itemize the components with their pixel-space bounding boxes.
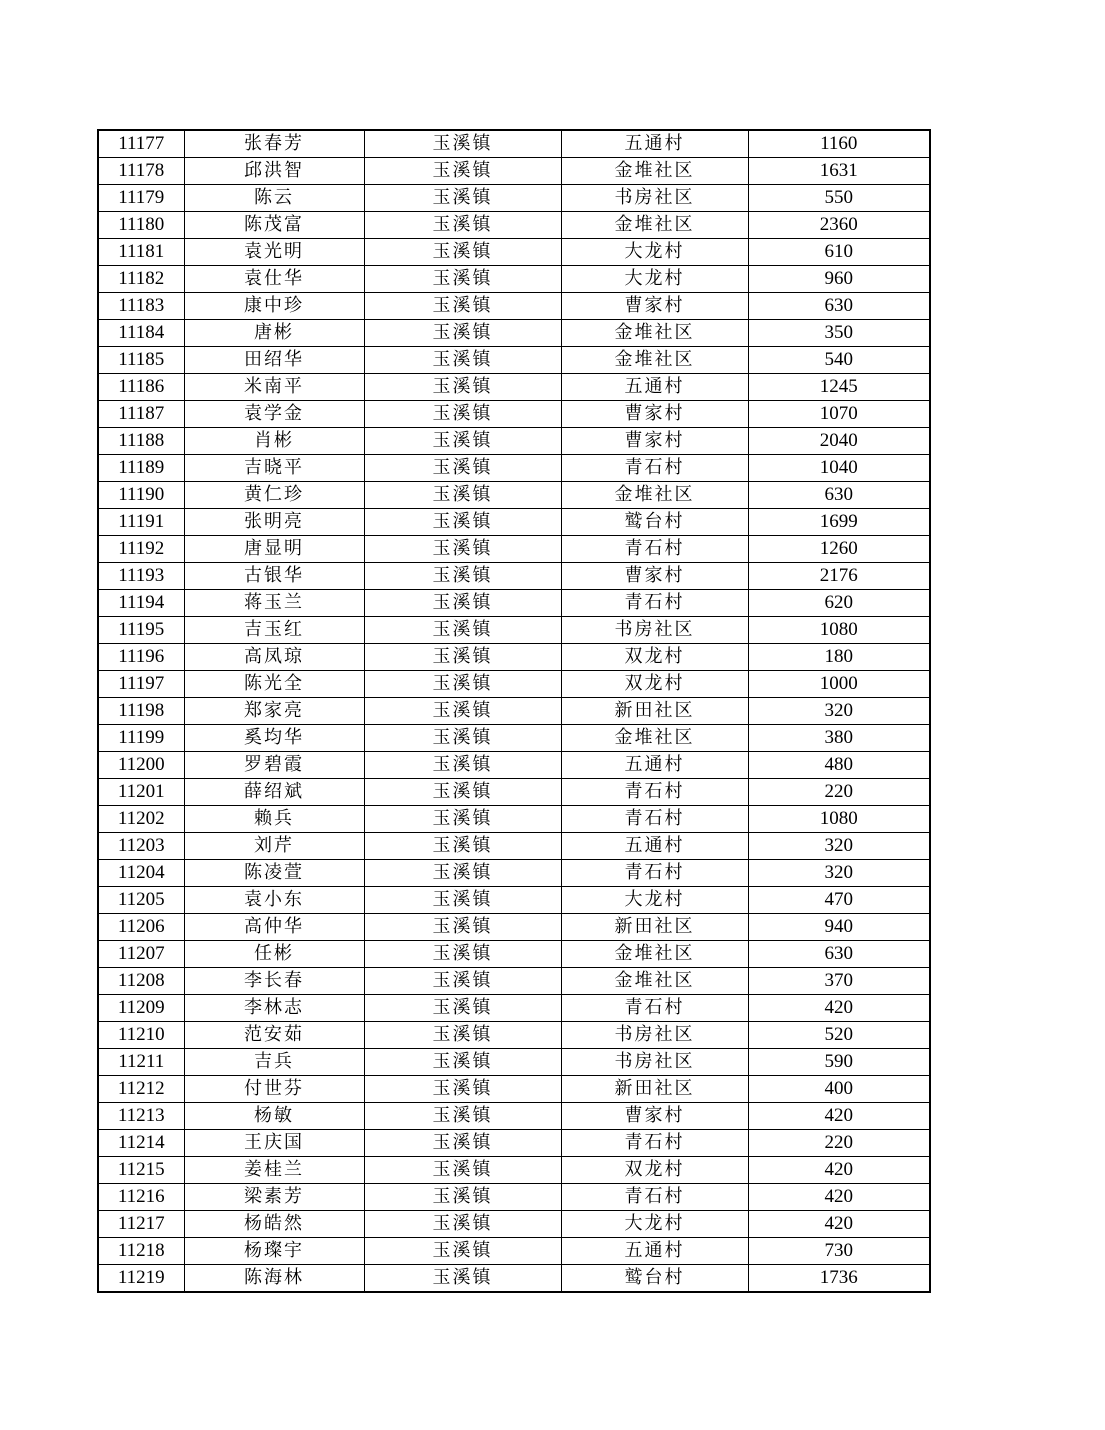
row-id-cell: 11214: [98, 1130, 184, 1157]
name-cell: 袁仕华: [184, 266, 364, 293]
town-cell: 玉溪镇: [364, 1103, 561, 1130]
village-cell: 青石村: [561, 590, 748, 617]
village-cell: 金堆社区: [561, 158, 748, 185]
amount-cell: 1080: [748, 617, 930, 644]
table-row: [98, 860, 930, 887]
name-cell: 陈云: [184, 185, 364, 212]
village-cell: 书房社区: [561, 1022, 748, 1049]
village-cell: 五通村: [561, 833, 748, 860]
name-cell: 米南平: [184, 374, 364, 401]
amount-cell: 1260: [748, 536, 930, 563]
amount-cell: 2040: [748, 428, 930, 455]
town-cell: 玉溪镇: [364, 1265, 561, 1293]
village-cell: 青石村: [561, 1130, 748, 1157]
village-cell: 大龙村: [561, 1211, 748, 1238]
village-cell: 新田社区: [561, 914, 748, 941]
table-row: [98, 1049, 930, 1076]
name-cell: 范安茹: [184, 1022, 364, 1049]
table-row: [98, 130, 930, 158]
town-cell: 玉溪镇: [364, 428, 561, 455]
village-cell: 五通村: [561, 752, 748, 779]
village-cell: 金堆社区: [561, 482, 748, 509]
amount-cell: 420: [748, 1184, 930, 1211]
table-row: [98, 374, 930, 401]
table-row: [98, 1157, 930, 1184]
amount-cell: 620: [748, 590, 930, 617]
table-row: [98, 779, 930, 806]
row-id-cell: 11200: [98, 752, 184, 779]
name-cell: 吉玉红: [184, 617, 364, 644]
name-cell: 古银华: [184, 563, 364, 590]
village-cell: 曹家村: [561, 1103, 748, 1130]
amount-cell: 1000: [748, 671, 930, 698]
village-cell: 青石村: [561, 1184, 748, 1211]
name-cell: 高仲华: [184, 914, 364, 941]
amount-cell: 350: [748, 320, 930, 347]
town-cell: 玉溪镇: [364, 158, 561, 185]
town-cell: 玉溪镇: [364, 806, 561, 833]
name-cell: 袁小东: [184, 887, 364, 914]
row-id-cell: 11194: [98, 590, 184, 617]
town-cell: 玉溪镇: [364, 347, 561, 374]
town-cell: 玉溪镇: [364, 482, 561, 509]
amount-cell: 2360: [748, 212, 930, 239]
table-row: [98, 563, 930, 590]
amount-cell: 730: [748, 1238, 930, 1265]
amount-cell: 470: [748, 887, 930, 914]
amount-cell: 220: [748, 779, 930, 806]
amount-cell: 420: [748, 995, 930, 1022]
village-cell: 五通村: [561, 374, 748, 401]
row-id-cell: 11206: [98, 914, 184, 941]
amount-cell: 1040: [748, 455, 930, 482]
town-cell: 玉溪镇: [364, 887, 561, 914]
amount-cell: 400: [748, 1076, 930, 1103]
amount-cell: 1160: [748, 130, 930, 158]
row-id-cell: 11203: [98, 833, 184, 860]
table-row: [98, 1022, 930, 1049]
name-cell: 唐显明: [184, 536, 364, 563]
village-cell: 五通村: [561, 1238, 748, 1265]
amount-cell: 1080: [748, 806, 930, 833]
town-cell: 玉溪镇: [364, 671, 561, 698]
amount-cell: 320: [748, 833, 930, 860]
row-id-cell: 11188: [98, 428, 184, 455]
name-cell: 袁学金: [184, 401, 364, 428]
village-cell: 大龙村: [561, 266, 748, 293]
town-cell: 玉溪镇: [364, 860, 561, 887]
table-row: [98, 1211, 930, 1238]
amount-cell: 420: [748, 1157, 930, 1184]
town-cell: 玉溪镇: [364, 752, 561, 779]
amount-cell: 1699: [748, 509, 930, 536]
name-cell: 吉兵: [184, 1049, 364, 1076]
amount-cell: 590: [748, 1049, 930, 1076]
town-cell: 玉溪镇: [364, 1238, 561, 1265]
town-cell: 玉溪镇: [364, 617, 561, 644]
table-row: [98, 806, 930, 833]
row-id-cell: 11184: [98, 320, 184, 347]
village-cell: 新田社区: [561, 1076, 748, 1103]
village-cell: 青石村: [561, 860, 748, 887]
amount-cell: 630: [748, 293, 930, 320]
amount-cell: 1245: [748, 374, 930, 401]
row-id-cell: 11179: [98, 185, 184, 212]
village-cell: 书房社区: [561, 1049, 748, 1076]
village-cell: 金堆社区: [561, 725, 748, 752]
row-id-cell: 11210: [98, 1022, 184, 1049]
row-id-cell: 11191: [98, 509, 184, 536]
row-id-cell: 11195: [98, 617, 184, 644]
table-row: [98, 266, 930, 293]
row-id-cell: 11215: [98, 1157, 184, 1184]
row-id-cell: 11190: [98, 482, 184, 509]
row-id-cell: 11204: [98, 860, 184, 887]
name-cell: 任彬: [184, 941, 364, 968]
name-cell: 陈茂富: [184, 212, 364, 239]
amount-cell: 220: [748, 1130, 930, 1157]
table-row: [98, 725, 930, 752]
village-cell: 大龙村: [561, 239, 748, 266]
name-cell: 杨皓然: [184, 1211, 364, 1238]
town-cell: 玉溪镇: [364, 590, 561, 617]
row-id-cell: 11185: [98, 347, 184, 374]
name-cell: 李长春: [184, 968, 364, 995]
row-id-cell: 11201: [98, 779, 184, 806]
town-cell: 玉溪镇: [364, 509, 561, 536]
amount-cell: 1736: [748, 1265, 930, 1293]
table-row: [98, 995, 930, 1022]
name-cell: 高凤琼: [184, 644, 364, 671]
row-id-cell: 11199: [98, 725, 184, 752]
row-id-cell: 11192: [98, 536, 184, 563]
row-id-cell: 11218: [98, 1238, 184, 1265]
row-id-cell: 11219: [98, 1265, 184, 1293]
name-cell: 薛绍斌: [184, 779, 364, 806]
name-cell: 张明亮: [184, 509, 364, 536]
amount-cell: 630: [748, 941, 930, 968]
table-row: [98, 590, 930, 617]
amount-cell: 380: [748, 725, 930, 752]
name-cell: 邱洪智: [184, 158, 364, 185]
table-row: [98, 1076, 930, 1103]
village-cell: 金堆社区: [561, 347, 748, 374]
row-id-cell: 11177: [98, 130, 184, 158]
table-row: [98, 1265, 930, 1293]
town-cell: 玉溪镇: [364, 239, 561, 266]
town-cell: 玉溪镇: [364, 293, 561, 320]
name-cell: 吉晓平: [184, 455, 364, 482]
village-cell: 大龙村: [561, 887, 748, 914]
amount-cell: 320: [748, 860, 930, 887]
amount-cell: 610: [748, 239, 930, 266]
town-cell: 玉溪镇: [364, 320, 561, 347]
village-cell: 青石村: [561, 995, 748, 1022]
town-cell: 玉溪镇: [364, 1022, 561, 1049]
amount-cell: 960: [748, 266, 930, 293]
village-cell: 双龙村: [561, 1157, 748, 1184]
name-cell: 蒋玉兰: [184, 590, 364, 617]
row-id-cell: 11198: [98, 698, 184, 725]
row-id-cell: 11183: [98, 293, 184, 320]
table-row: [98, 293, 930, 320]
village-cell: 曹家村: [561, 563, 748, 590]
row-id-cell: 11197: [98, 671, 184, 698]
amount-cell: 180: [748, 644, 930, 671]
village-cell: 曹家村: [561, 293, 748, 320]
town-cell: 玉溪镇: [364, 401, 561, 428]
amount-cell: 480: [748, 752, 930, 779]
name-cell: 唐彬: [184, 320, 364, 347]
amount-cell: 2176: [748, 563, 930, 590]
town-cell: 玉溪镇: [364, 1184, 561, 1211]
row-id-cell: 11212: [98, 1076, 184, 1103]
table-row: [98, 536, 930, 563]
amount-cell: 630: [748, 482, 930, 509]
town-cell: 玉溪镇: [364, 266, 561, 293]
table-row: [98, 455, 930, 482]
name-cell: 刘芹: [184, 833, 364, 860]
table-row: [98, 887, 930, 914]
name-cell: 梁素芳: [184, 1184, 364, 1211]
row-id-cell: 11193: [98, 563, 184, 590]
town-cell: 玉溪镇: [364, 1049, 561, 1076]
row-id-cell: 11182: [98, 266, 184, 293]
town-cell: 玉溪镇: [364, 1157, 561, 1184]
amount-cell: 420: [748, 1211, 930, 1238]
town-cell: 玉溪镇: [364, 995, 561, 1022]
table-body: [98, 130, 930, 1292]
village-cell: 双龙村: [561, 644, 748, 671]
row-id-cell: 11196: [98, 644, 184, 671]
row-id-cell: 11181: [98, 239, 184, 266]
name-cell: 奚均华: [184, 725, 364, 752]
row-id-cell: 11180: [98, 212, 184, 239]
name-cell: 杨敏: [184, 1103, 364, 1130]
amount-cell: 520: [748, 1022, 930, 1049]
table-row: [98, 617, 930, 644]
table-row: [98, 509, 930, 536]
name-cell: 杨璨宇: [184, 1238, 364, 1265]
row-id-cell: 11208: [98, 968, 184, 995]
table-row: [98, 833, 930, 860]
amount-cell: 1631: [748, 158, 930, 185]
row-id-cell: 11187: [98, 401, 184, 428]
name-cell: 康中珍: [184, 293, 364, 320]
table-row: [98, 428, 930, 455]
table-row: [98, 320, 930, 347]
town-cell: 玉溪镇: [364, 1130, 561, 1157]
table-row: [98, 752, 930, 779]
name-cell: 赖兵: [184, 806, 364, 833]
amount-cell: 940: [748, 914, 930, 941]
row-id-cell: 11178: [98, 158, 184, 185]
name-cell: 黄仁珍: [184, 482, 364, 509]
row-id-cell: 11186: [98, 374, 184, 401]
village-cell: 鹫台村: [561, 509, 748, 536]
row-id-cell: 11205: [98, 887, 184, 914]
village-cell: 金堆社区: [561, 212, 748, 239]
town-cell: 玉溪镇: [364, 212, 561, 239]
town-cell: 玉溪镇: [364, 725, 561, 752]
amount-cell: 550: [748, 185, 930, 212]
name-cell: 郑家亮: [184, 698, 364, 725]
name-cell: 张春芳: [184, 130, 364, 158]
table-row: [98, 941, 930, 968]
amount-cell: 320: [748, 698, 930, 725]
town-cell: 玉溪镇: [364, 536, 561, 563]
row-id-cell: 11213: [98, 1103, 184, 1130]
row-id-cell: 11216: [98, 1184, 184, 1211]
village-cell: 青石村: [561, 806, 748, 833]
data-table: [97, 129, 931, 1293]
name-cell: 付世芬: [184, 1076, 364, 1103]
table-row: [98, 1238, 930, 1265]
table-row: [98, 644, 930, 671]
table-row: [98, 347, 930, 374]
row-id-cell: 11202: [98, 806, 184, 833]
name-cell: 袁光明: [184, 239, 364, 266]
town-cell: 玉溪镇: [364, 914, 561, 941]
village-cell: 金堆社区: [561, 320, 748, 347]
name-cell: 陈凌萱: [184, 860, 364, 887]
village-cell: 五通村: [561, 130, 748, 158]
town-cell: 玉溪镇: [364, 563, 561, 590]
village-cell: 双龙村: [561, 671, 748, 698]
row-id-cell: 11217: [98, 1211, 184, 1238]
row-id-cell: 11209: [98, 995, 184, 1022]
table-row: [98, 671, 930, 698]
table-row: [98, 1103, 930, 1130]
table-row: [98, 482, 930, 509]
name-cell: 李林志: [184, 995, 364, 1022]
table-row: [98, 212, 930, 239]
town-cell: 玉溪镇: [364, 374, 561, 401]
village-cell: 金堆社区: [561, 968, 748, 995]
amount-cell: 1070: [748, 401, 930, 428]
amount-cell: 370: [748, 968, 930, 995]
row-id-cell: 11189: [98, 455, 184, 482]
village-cell: 书房社区: [561, 617, 748, 644]
town-cell: 玉溪镇: [364, 455, 561, 482]
town-cell: 玉溪镇: [364, 968, 561, 995]
town-cell: 玉溪镇: [364, 1076, 561, 1103]
name-cell: 田绍华: [184, 347, 364, 374]
row-id-cell: 11207: [98, 941, 184, 968]
table-row: [98, 401, 930, 428]
table-row: [98, 914, 930, 941]
amount-cell: 420: [748, 1103, 930, 1130]
name-cell: 姜桂兰: [184, 1157, 364, 1184]
name-cell: 陈光全: [184, 671, 364, 698]
town-cell: 玉溪镇: [364, 698, 561, 725]
village-cell: 青石村: [561, 455, 748, 482]
table-row: [98, 239, 930, 266]
name-cell: 陈海林: [184, 1265, 364, 1293]
town-cell: 玉溪镇: [364, 941, 561, 968]
row-id-cell: 11211: [98, 1049, 184, 1076]
village-cell: 书房社区: [561, 185, 748, 212]
town-cell: 玉溪镇: [364, 185, 561, 212]
table-row: [98, 698, 930, 725]
village-cell: 曹家村: [561, 401, 748, 428]
table-row: [98, 1184, 930, 1211]
table-row: [98, 185, 930, 212]
table-row: [98, 968, 930, 995]
name-cell: 肖彬: [184, 428, 364, 455]
village-cell: 金堆社区: [561, 941, 748, 968]
name-cell: 罗碧霞: [184, 752, 364, 779]
table-row: [98, 1130, 930, 1157]
village-cell: 青石村: [561, 536, 748, 563]
amount-cell: 540: [748, 347, 930, 374]
village-cell: 鹫台村: [561, 1265, 748, 1293]
table-row: [98, 158, 930, 185]
village-cell: 曹家村: [561, 428, 748, 455]
town-cell: 玉溪镇: [364, 644, 561, 671]
town-cell: 玉溪镇: [364, 779, 561, 806]
name-cell: 王庆国: [184, 1130, 364, 1157]
town-cell: 玉溪镇: [364, 130, 561, 158]
town-cell: 玉溪镇: [364, 1211, 561, 1238]
town-cell: 玉溪镇: [364, 833, 561, 860]
village-cell: 新田社区: [561, 698, 748, 725]
village-cell: 青石村: [561, 779, 748, 806]
